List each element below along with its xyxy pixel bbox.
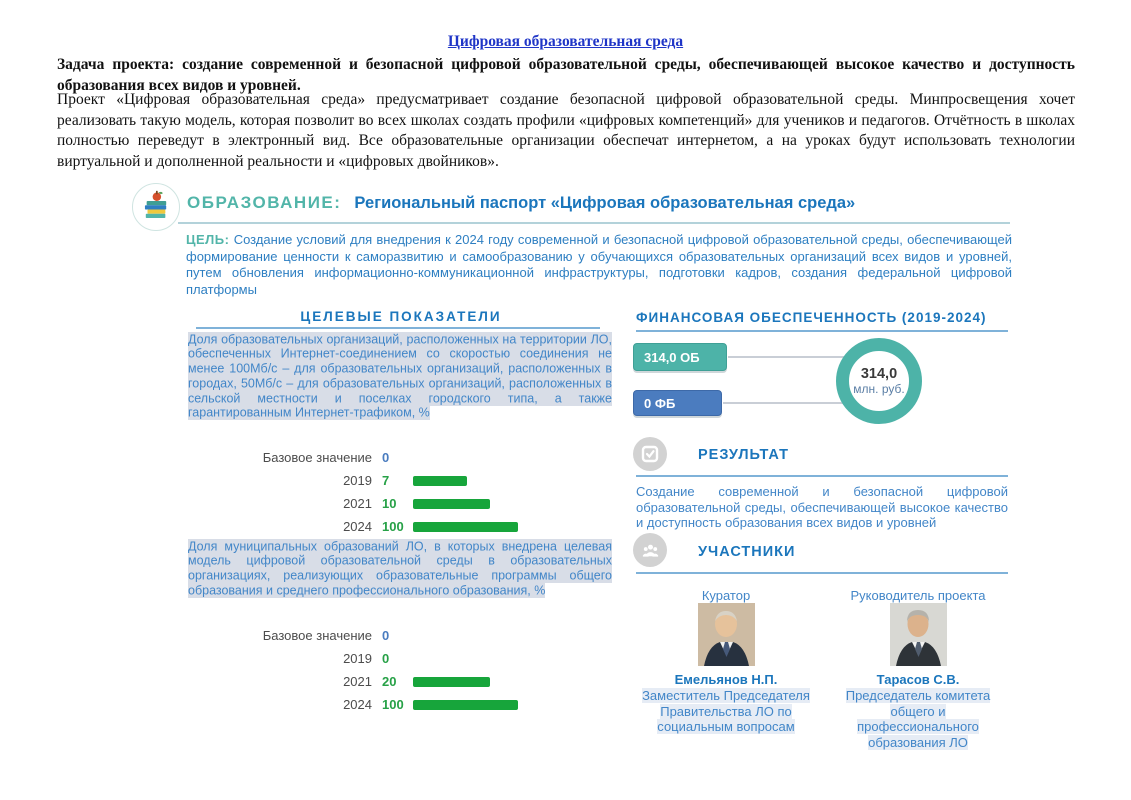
row-value: 7 — [382, 473, 390, 488]
row-bar — [413, 700, 518, 710]
total-budget-unit: млн. руб. — [853, 382, 905, 396]
connector-line — [723, 402, 851, 404]
curator-role — [636, 688, 816, 735]
finance-divider — [636, 330, 1008, 332]
curator-title: Куратор — [701, 588, 751, 603]
row-value: 20 — [382, 674, 397, 689]
federal-budget-chip: 0 ФБ — [633, 390, 722, 416]
curator-card — [636, 603, 816, 735]
header-divider — [178, 222, 1010, 224]
finance-result-section — [636, 307, 1010, 777]
goal-label: ЦЕЛЬ: — [186, 232, 230, 247]
project-lead-title: Руководитель проекта — [850, 588, 986, 603]
indicator-2-bar-chart — [188, 629, 612, 721]
row-value: 0 — [382, 628, 390, 643]
row-value: 100 — [382, 519, 404, 534]
curator-role-text: Заместитель Председателя Правительства ЛО по социальным вопросам — [642, 688, 810, 735]
education-logo-icon — [132, 183, 180, 231]
project-title-link[interactable]: Цифровая образовательная среда — [447, 33, 684, 50]
finance-heading: ФИНАНСОВАЯ ОБЕСПЕЧЕННОСТЬ (2019-2024) — [636, 310, 987, 325]
brand-label: ОБРАЗОВАНИЕ: — [187, 193, 342, 212]
total-budget-value: 314,0 — [860, 366, 898, 382]
project-lead-role — [828, 688, 1008, 750]
connector-line — [728, 356, 846, 358]
chart-row — [188, 497, 612, 510]
project-lead-card — [828, 603, 1008, 750]
row-bar — [413, 677, 490, 687]
page-title — [0, 33, 1131, 51]
chart-row — [188, 675, 612, 688]
indicator-2-text: Доля муниципальных образований ЛО, в которых внедрена целевая модель цифровой образовательной среды в образовательных организациях, реализующих образовательные программы общего образования и среднего профессионального образования, % — [188, 539, 612, 598]
regional-budget-chip: 314,0 ОБ — [633, 343, 727, 371]
total-budget-donut — [836, 338, 922, 424]
participants-divider — [636, 572, 1008, 574]
target-indicators-heading: ЦЕЛЕВЫЕ ПОКАЗАТЕЛИ — [300, 309, 502, 324]
chart-row — [188, 652, 612, 665]
row-label: Базовое значение — [262, 450, 372, 465]
row-value: 100 — [382, 697, 404, 712]
row-value: 10 — [382, 496, 397, 511]
curator-photo — [698, 603, 755, 666]
row-label: 2021 — [343, 496, 372, 511]
indicator-1-text: Доля образовательных организаций, расположенных на территории ЛО, обеспеченных Интернет-соединением со скоростью соединения не менее 100Мб/с – для образовательных организаций, расположенных в городах, 50Мб/с – для образовательных организаций, расположенных в сельской местности и поселках городского типа, а также гарантированным Интернет-трафиком, % — [188, 332, 612, 420]
target-indicators-section — [188, 307, 614, 777]
chart-row — [188, 474, 612, 487]
row-bar — [413, 522, 518, 532]
project-task-paragraph: Задача проекта: создание современной и безопасной цифровой образовательной среды, обеспечивающей высокое качество и доступность образования всех видов и уровней. — [57, 56, 1075, 94]
participants-heading: УЧАСТНИКИ — [698, 544, 796, 560]
row-value: 0 — [382, 450, 390, 465]
project-intro-paragraph: Проект «Цифровая образовательная среда» предусматривает создание безопасной цифровой образовательной среды. Минпросвещения хочет реализовать такую модель, которая позволит во всех школах создать профили «цифровых компетенций» для учеников и педагогов. Отчётность в школах полностью переведут в электронный вид. Все образовательные организации обеспечат интернетом, а на уроках будут использовать технологии виртуальной и дополненной реальности и «цифровых двойников». — [57, 91, 1075, 170]
indicator-1-bar-chart — [188, 451, 612, 543]
checkbox-icon — [633, 437, 667, 471]
result-divider — [636, 475, 1008, 477]
chart-row — [188, 698, 612, 711]
chart-row — [188, 520, 612, 533]
project-lead-name: Тарасов С.В. — [876, 672, 960, 687]
row-label: Базовое значение — [262, 628, 372, 643]
target-indicators-divider — [196, 327, 600, 329]
indicator-1-description — [188, 332, 612, 421]
goal-text: Создание условий для внедрения к 2024 году современной и безопасной цифровой образовательной среды, обеспечивающей формирование ценности к саморазвитию и самообразованию у обучающихся образовательных организаций всех видов и уровней, путем обновления информационно-коммуникационной инфраструктуры, подготовки кадров, создания федеральной цифровой платформы — [186, 232, 1012, 297]
regional-passport-infographic — [130, 183, 1012, 783]
infographic-title: Региональный паспорт «Цифровая образовательная среда» — [354, 194, 856, 212]
row-label: 2019 — [343, 473, 372, 488]
row-label: 2021 — [343, 674, 372, 689]
row-label: 2019 — [343, 651, 372, 666]
goal-block — [186, 232, 1012, 298]
project-lead-role-text: Председатель комитета общего и профессионального образования ЛО — [845, 688, 991, 750]
row-value: 0 — [382, 651, 390, 666]
project-lead-photo — [890, 603, 947, 666]
indicator-2-description — [188, 539, 612, 598]
curator-name: Емельянов Н.П. — [674, 672, 778, 687]
chart-row — [188, 451, 612, 464]
row-label: 2024 — [343, 519, 372, 534]
row-label: 2024 — [343, 697, 372, 712]
result-text: Создание современной и безопасной цифровой образовательной среды, обеспечивающей высокое качество и доступность образования всех видов и уровней — [636, 484, 1008, 531]
people-icon — [633, 533, 667, 567]
row-bar — [413, 499, 490, 509]
row-bar — [413, 476, 467, 486]
chart-row — [188, 629, 612, 642]
infographic-header — [187, 193, 855, 213]
result-heading: РЕЗУЛЬТАТ — [698, 447, 790, 463]
